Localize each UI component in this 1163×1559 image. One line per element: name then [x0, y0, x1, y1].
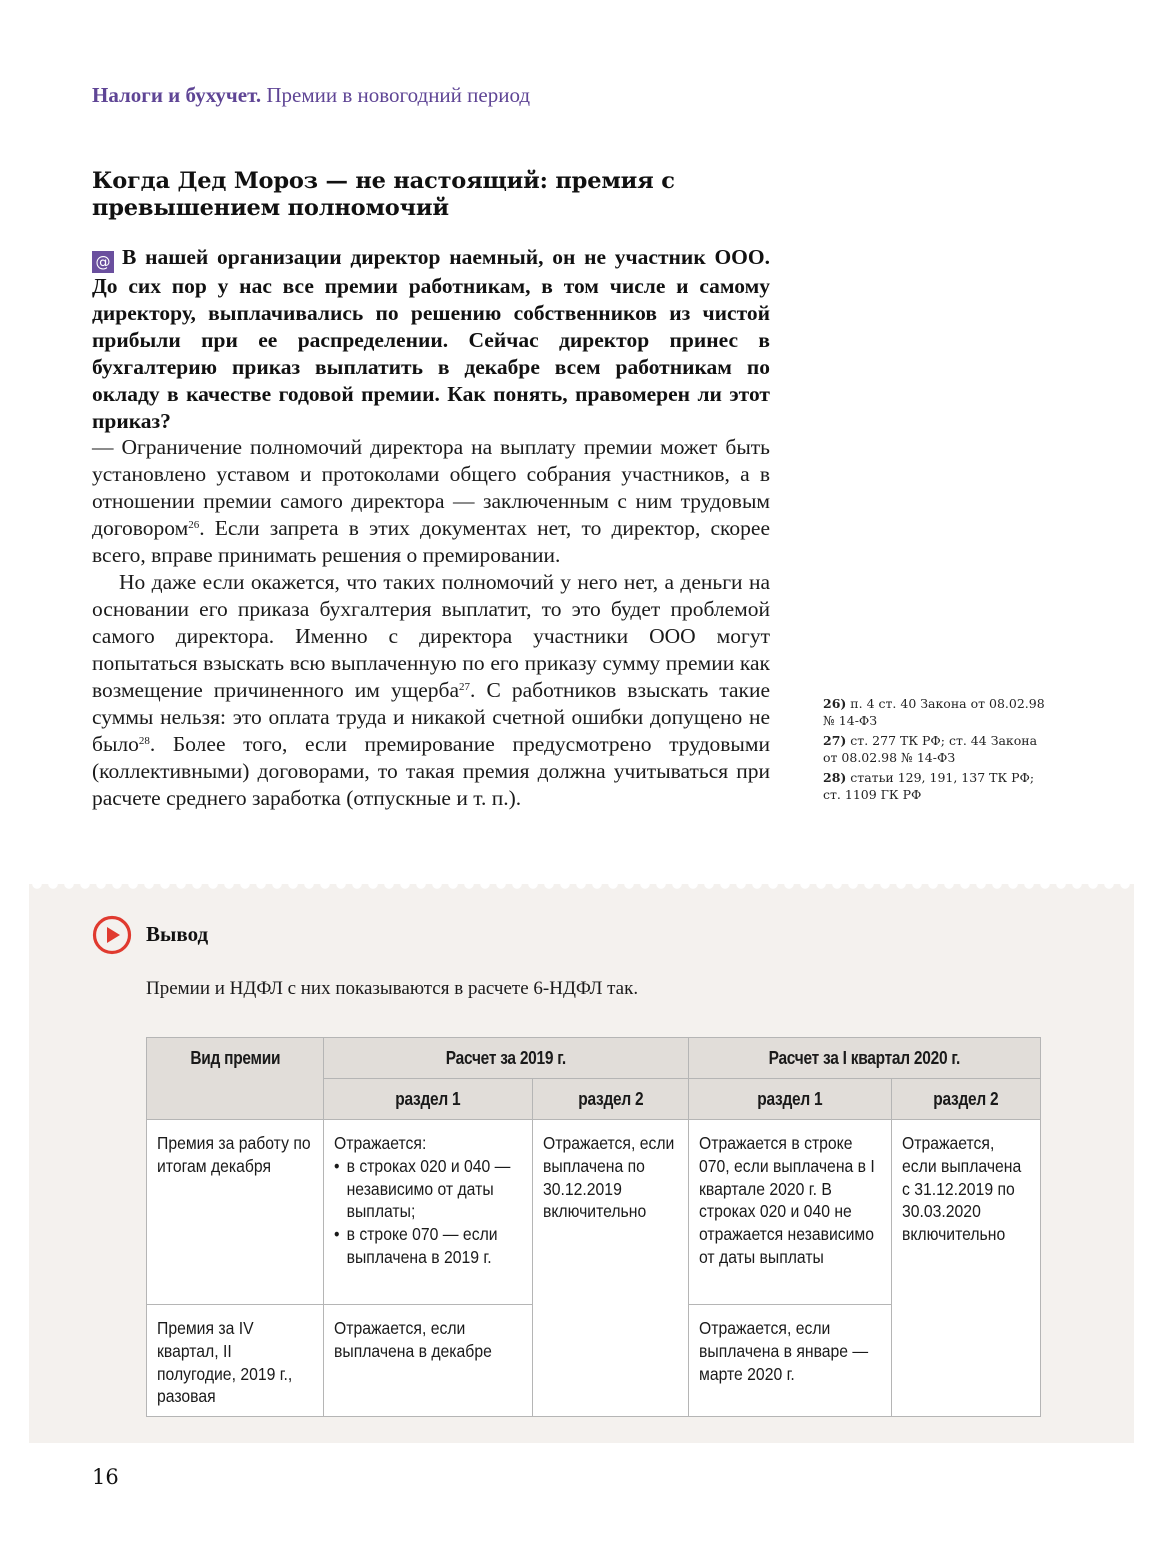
footnote-ref-27[interactable]: 27: [459, 681, 471, 693]
bullet-list: [334, 1155, 524, 1269]
footnote-28: 28) статьи 129, 191, 137 ТК РФ; ст. 1109 ГК РФ: [823, 770, 1035, 802]
header-2020-section1: раздел 1: [689, 1079, 892, 1120]
play-circle-icon: [92, 915, 132, 955]
footnotes: [823, 696, 1053, 807]
article-title: Когда Дед Мороз — не настоящий: премия с превышением полномочий: [92, 168, 675, 221]
footnote-ref-26[interactable]: 26: [188, 519, 200, 531]
header-premium-type: Вид премии: [147, 1038, 324, 1120]
running-head: [92, 83, 530, 108]
cell-2020-section2: Отражается, если выплачена с 31.12.2019 по 30.03.2020 включительно: [892, 1120, 1041, 1417]
answer-body: [92, 434, 770, 812]
cell-2020-section1: Отражается в строке 070, если выплачена в I квартале 2020 г. В строках 020 и 040 не отражается независимо от даты выплаты: [689, 1120, 892, 1305]
header-2019-section1: раздел 1: [324, 1079, 533, 1120]
list-item: • в строке 070 — если выплачена в 2019 г.: [334, 1223, 524, 1269]
answer-paragraph-1: — Ограничение полномочий директора на выплату премии может быть установлено уставом и протоколами общего собрания участников, а в отношении премии самого директора — заключенным с ним трудовым договором$^{26}$. Если запрета в этих документах нет, то директор, скорее всего, вправе принимать решения о премировании.: [92, 435, 770, 567]
at-icon: @: [92, 251, 114, 273]
question-text: В нашей организации директор наемный, он не участник ООО. До сих пор у нас все премии работникам, в том числе и самому директору, выплачивались по решению собственников из чистой прибыли при ее распределении. Сейчас директор принес в бухгалтерию приказ выплатить в декабре всем работникам по окладу в качестве годовой премии. Как понять, правомерен ли этот приказ?: [92, 245, 770, 433]
header-2020-section2: раздел 2: [892, 1079, 1041, 1120]
cell-premium-type: Премия за IV квартал, II полугодие, 2019 г., разовая: [147, 1305, 324, 1417]
answer-paragraph-2: Но даже если окажется, что таких полномочий у него нет, а деньги на основании его приказа бухгалтерия выплатит, то это будет проблемой самого директора. Именно с директора участники ООО могут попытаться взыскать всю выплаченную по его приказу сумму премии как возмещение причиненного им ущерба$^{27}$. С работников взыскать такие суммы нельзя: это оплата труда и никакой счетной ошибки допущено не было$^{28}$. Более того, если премирование предусмотрено трудовыми (коллективными) договорами, то такая премия должна учитываться при расчете среднего заработка (отпускные и т. п.).: [92, 570, 770, 810]
cell-2019-section1: Отражается, если выплачена в декабре: [324, 1305, 533, 1417]
cell-2020-section1: Отражается, если выплачена в январе — марте 2020 г.: [689, 1305, 892, 1417]
running-head-section: Налоги и бухучет.: [92, 83, 262, 107]
footnote-27: 27) ст. 277 ТК РФ; ст. 44 Закона от 08.02.98 № 14-ФЗ: [823, 733, 1038, 765]
page-number: 16: [92, 1465, 119, 1489]
header-2019: Расчет за 2019 г.: [324, 1038, 689, 1079]
header-2019-section2: раздел 2: [533, 1079, 689, 1120]
running-head-topic: Премии в новогодний период: [266, 83, 531, 107]
ndfl-table: [146, 1037, 1041, 1417]
footnote-26: 26) п. 4 ст. 40 Закона от 08.02.98 № 14-ФЗ: [823, 696, 1045, 728]
conclusion-title: Вывод: [146, 922, 209, 946]
footnote-ref-28[interactable]: 28: [138, 735, 150, 747]
cell-2019-section1: Отражается: • в строках 020 и 040 — независимо от даты выплаты; • в строке 070 — если выплачена в 2019 г.: [324, 1120, 533, 1305]
table-row: [147, 1120, 1041, 1305]
conclusion-lead: Премии и НДФЛ с них показываются в расчете 6-НДФЛ так.: [146, 978, 639, 999]
cell-premium-type: Премия за работу по итогам декабря: [147, 1120, 324, 1305]
header-2020-q1: Расчет за I квартал 2020 г.: [689, 1038, 1041, 1079]
reader-question: [92, 244, 770, 435]
list-item: • в строках 020 и 040 — независимо от даты выплаты;: [334, 1155, 524, 1223]
cell-2019-section2: Отражается, если выплачена по 30.12.2019 включительно: [533, 1120, 689, 1417]
